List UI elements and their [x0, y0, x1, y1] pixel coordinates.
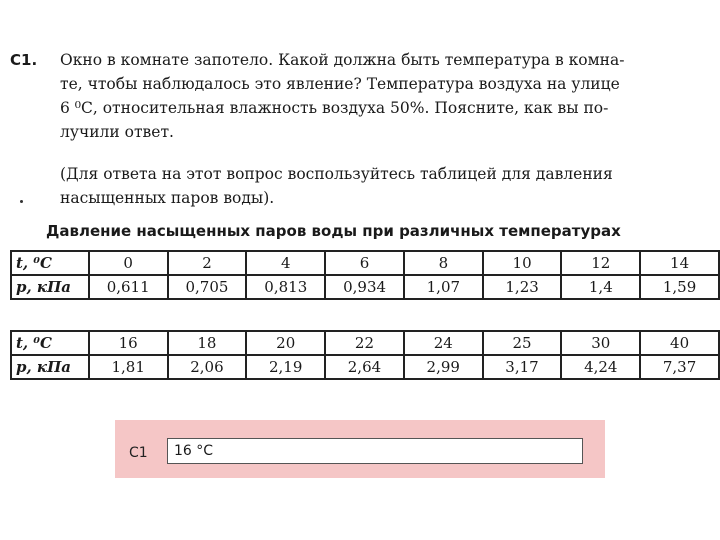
temperature-cell: 16 [89, 331, 168, 355]
pressure-cell: 3,17 [483, 355, 562, 379]
pressure-cell: 2,19 [246, 355, 325, 379]
answer-panel [115, 420, 605, 478]
temperature-cell: 20 [246, 331, 325, 355]
pressure-cell: 1,23 [483, 275, 562, 299]
pressure-cell: 1,59 [640, 275, 719, 299]
pressure-cell: 1,81 [89, 355, 168, 379]
table-row-pressure [11, 275, 719, 299]
temperature-cell: 40 [640, 331, 719, 355]
pressure-cell: 4,24 [561, 355, 640, 379]
problem-line: Окно в комнате запотело. Какой должна быть температура в комна- [60, 51, 625, 69]
temperature-cell: 10 [483, 251, 562, 275]
pressure-cell: 0,934 [325, 275, 404, 299]
pressure-cell: 7,37 [640, 355, 719, 379]
temperature-cell: 14 [640, 251, 719, 275]
problem-text [60, 48, 710, 144]
answer-field[interactable]: 16 °С [167, 438, 583, 464]
temperature-cell: 25 [483, 331, 562, 355]
temperature-cell: 4 [246, 251, 325, 275]
stray-dot [20, 200, 23, 203]
temperature-cell: 0 [89, 251, 168, 275]
problem-line: те, чтобы наблюдалось это явление? Температура воздуха на улице [60, 75, 620, 93]
hint-line: насыщенных паров воды). [60, 189, 275, 207]
pressure-cell: 0,705 [168, 275, 247, 299]
temperature-header: t, ⁰С [11, 331, 89, 355]
answer-label: С1 [129, 445, 148, 461]
temperature-cell: 24 [404, 331, 483, 355]
problem-line: 6 ⁰С, относительная влажность воздуха 50%. Поясните, как вы по- [60, 99, 609, 117]
table-row-pressure [11, 355, 719, 379]
pressure-cell: 2,99 [404, 355, 483, 379]
pressure-cell: 0,813 [246, 275, 325, 299]
table-row-temperature [11, 331, 719, 355]
table-title: Давление насыщенных паров воды при различных температурах [46, 222, 621, 240]
temperature-cell: 12 [561, 251, 640, 275]
problem-number: С1. [10, 51, 38, 69]
temperature-cell: 30 [561, 331, 640, 355]
pressure-header: p, кПа [11, 355, 89, 379]
problem-statement [10, 48, 710, 144]
pressure-cell: 1,4 [561, 275, 640, 299]
hint-line: (Для ответа на этот вопрос воспользуйтесь таблицей для давления [60, 165, 613, 183]
temperature-cell: 6 [325, 251, 404, 275]
temperature-cell: 18 [168, 331, 247, 355]
table-row-temperature [11, 251, 719, 275]
temperature-header: t, ⁰С [11, 251, 89, 275]
pressure-cell: 2,06 [168, 355, 247, 379]
pressure-table-2 [10, 330, 720, 380]
pressure-header: p, кПа [11, 275, 89, 299]
pressure-cell: 2,64 [325, 355, 404, 379]
temperature-cell: 8 [404, 251, 483, 275]
temperature-cell: 2 [168, 251, 247, 275]
temperature-cell: 22 [325, 331, 404, 355]
problem-hint [60, 162, 710, 210]
pressure-table-1 [10, 250, 720, 300]
pressure-cell: 0,611 [89, 275, 168, 299]
problem-line: лучили ответ. [60, 123, 174, 141]
pressure-cell: 1,07 [404, 275, 483, 299]
